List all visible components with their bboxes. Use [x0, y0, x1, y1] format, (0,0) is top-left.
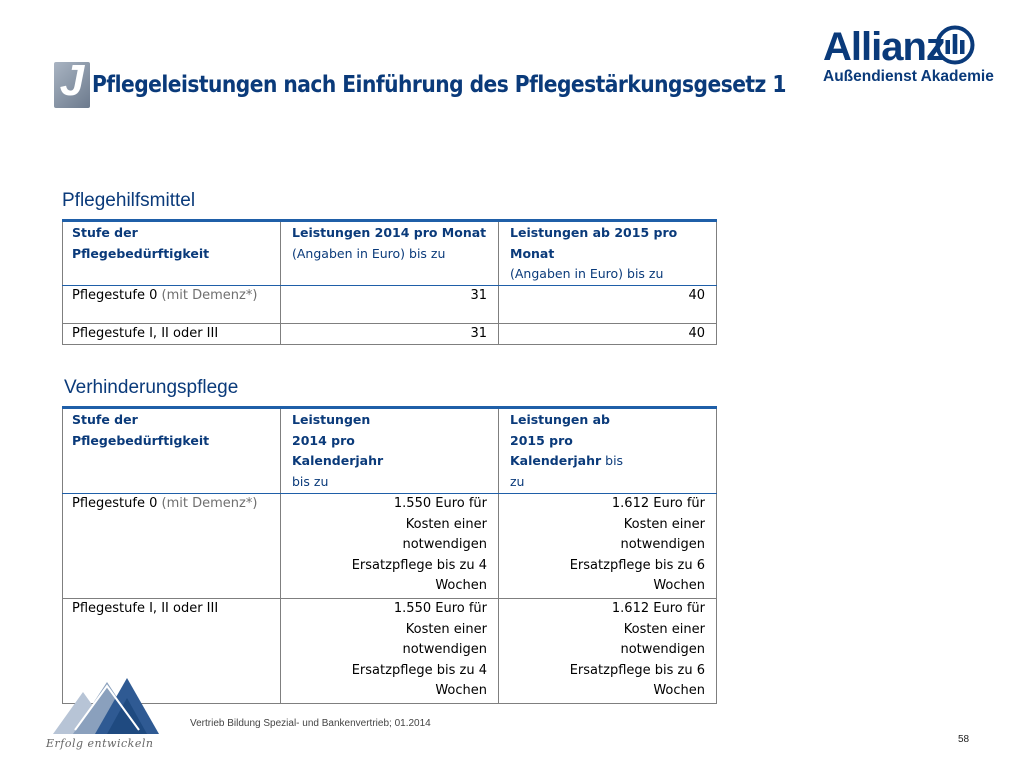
cell-2015-line: Ersatzpflege bis zu 6: [569, 557, 705, 573]
footer-text: Vertrieb Bildung Spezial- und Bankenvertrieb; 01.2014: [190, 718, 431, 729]
cell-2015: 40: [499, 285, 717, 323]
header-stufe: [63, 408, 281, 494]
header-stufe: [63, 221, 281, 286]
header-2014: [281, 408, 499, 494]
cell-2015-line: Wochen: [653, 578, 705, 593]
cell-stufe-note: (mit Demenz*): [161, 496, 258, 511]
header-2014: [281, 221, 499, 286]
cell-2015: [499, 599, 717, 704]
header-2015-unit: (Angaben in Euro) bis zu: [510, 266, 664, 281]
cell-2014-line: notwendigen: [402, 537, 487, 552]
cell-2014: [281, 599, 499, 704]
header-2015: [499, 221, 717, 286]
cell-2015-line: Wochen: [653, 683, 705, 698]
header-2015-unit: zu: [510, 473, 525, 489]
header-stufe-label: Stufe der Pflegebedürftigkeit: [72, 412, 210, 448]
cell-2015-line: Kosten einer: [623, 516, 705, 532]
allianz-logo-subtitle: Außendienst Akademie: [823, 68, 994, 85]
cell-2014-line: Kosten einer: [405, 516, 487, 532]
cell-2014-line: 1.550 Euro für: [393, 496, 487, 511]
header-2015-label-line1: Leistungen ab 2015 pro: [510, 225, 678, 240]
cell-2014: 31: [281, 285, 499, 323]
table-row: [63, 323, 717, 345]
table-row: [63, 494, 717, 599]
cell-stufe-label: Pflegestufe I, II oder III: [72, 601, 219, 616]
header-2015: [499, 408, 717, 494]
cell-2014-line: Wochen: [435, 578, 487, 593]
header-2015-line3-bold: Kalenderjahr: [510, 453, 602, 468]
cell-2015: [499, 494, 717, 599]
cell-stufe-label: Pflegestufe 0: [72, 496, 158, 511]
cell-2014-line: Ersatzpflege bis zu 4: [351, 557, 487, 573]
section-heading-pflegehilfsmittel: Pflegehilfsmittel: [62, 190, 196, 211]
title-badge-letter: J: [59, 56, 85, 105]
cell-stufe-note: (mit Demenz*): [161, 287, 258, 303]
cell-2014-line: Kosten einer: [405, 621, 487, 637]
cell-stufe: [63, 323, 281, 345]
header-2015-line3-normal: bis: [601, 453, 624, 468]
header-2015-line1: Leistungen ab: [510, 412, 610, 427]
cell-stufe: [63, 285, 281, 323]
cell-2014-line: notwendigen: [402, 642, 487, 657]
cell-2014-line: 1.550 Euro für: [393, 601, 487, 616]
cell-2014: [281, 494, 499, 599]
page-title: Pflegeleistungen nach Einführung des Pflegestärkungsgesetz 1: [92, 72, 786, 98]
cell-2015-line: Kosten einer: [623, 621, 705, 637]
header-2014-unit: (Angaben in Euro) bis zu: [292, 245, 446, 261]
header-stufe-label: Stufe der Pflegebedürftigkeit: [72, 225, 210, 261]
table-header-row: [63, 408, 717, 494]
header-2014-line3: Kalenderjahr: [292, 453, 384, 468]
header-2014-label: Leistungen 2014 pro Monat: [292, 225, 487, 240]
header-2014-line2: 2014 pro: [292, 432, 355, 448]
page-number: 58: [958, 734, 970, 745]
cell-2014-line: Wochen: [435, 683, 487, 698]
cell-2015-line: 1.612 Euro für: [611, 601, 705, 616]
header-2014-unit: bis zu: [292, 473, 329, 489]
triangle-mountain-logo-icon: [45, 674, 165, 736]
footer-slogan: Erfolg entwickeln: [46, 737, 154, 750]
table-verhinderungspflege: [62, 406, 717, 704]
table-header-row: [63, 221, 717, 286]
allianz-eagle-emblem-icon: [935, 25, 975, 65]
cell-2015: 40: [499, 323, 717, 345]
cell-2015-line: notwendigen: [620, 642, 705, 657]
cell-2014: 31: [281, 323, 499, 345]
header-2015-label-line2: Monat: [510, 245, 555, 261]
cell-2015-line: notwendigen: [620, 537, 705, 552]
cell-stufe-label: Pflegestufe I, II oder III: [72, 325, 219, 341]
section-heading-verhinderungspflege: Verhinderungspflege: [64, 377, 239, 398]
allianz-logo-word: Allianz: [823, 25, 945, 69]
table-row: [63, 285, 717, 323]
cell-2015-line: 1.612 Euro für: [611, 496, 705, 511]
cell-2015-line: Ersatzpflege bis zu 6: [569, 662, 705, 678]
table-pflegehilfsmittel: [62, 219, 717, 345]
header-2014-line1: Leistungen: [292, 412, 371, 427]
cell-stufe: [63, 494, 281, 599]
cell-2014-line: Ersatzpflege bis zu 4: [351, 662, 487, 678]
header-2015-line2: 2015 pro: [510, 432, 573, 448]
cell-stufe-label: Pflegestufe 0: [72, 287, 158, 303]
header-2015-line3: [510, 451, 705, 472]
